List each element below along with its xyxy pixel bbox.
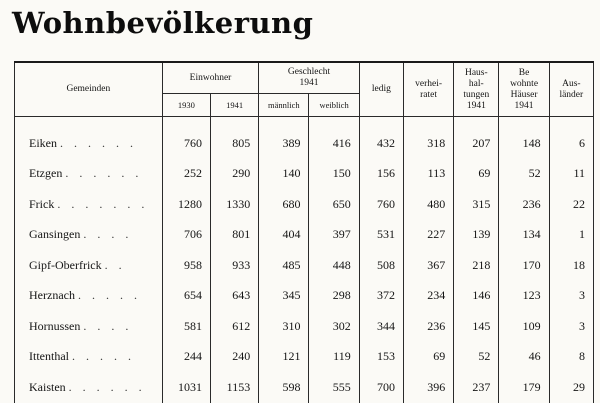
cell-haeuser: 179: [499, 372, 549, 403]
cell-haushaltungen: 146: [454, 281, 499, 312]
cell-auslaender: 22: [549, 189, 593, 220]
header-haeuser-l2: wohnte: [510, 78, 539, 89]
header-haushaltungen-l3: tungen: [463, 89, 490, 100]
cell-ledig: 432: [359, 128, 403, 159]
cell-haushaltungen: 315: [454, 189, 499, 220]
cell-ledig: 531: [359, 220, 403, 251]
cell-einwohner-1930: 760: [162, 128, 210, 159]
cell-maennlich: 485: [259, 250, 309, 281]
cell-einwohner-1930: 581: [162, 311, 210, 342]
cell-haushaltungen: 69: [454, 159, 499, 190]
table-row: [15, 250, 594, 281]
cell-maennlich: 345: [259, 281, 309, 312]
leader-dots: . . . .: [83, 318, 133, 333]
cell-haushaltungen: 139: [454, 220, 499, 251]
cell-verheiratet: 113: [403, 159, 453, 190]
header-haushaltungen-l4: 1941: [466, 100, 486, 111]
cell-verheiratet: 227: [403, 220, 453, 251]
cell-weiblich: 555: [309, 372, 359, 403]
header-verheiratet: [403, 62, 453, 117]
leader-dots: . . . . . .: [60, 135, 137, 150]
cell-haeuser: 236: [499, 189, 549, 220]
header-haushaltungen: [454, 62, 499, 117]
cell-verheiratet: 236: [403, 311, 453, 342]
gemeinde-name: Herznach: [29, 288, 75, 303]
cell-maennlich: 680: [259, 189, 309, 220]
cell-ledig: 344: [359, 311, 403, 342]
cell-verheiratet: 234: [403, 281, 453, 312]
cell-einwohner-1930: 706: [162, 220, 210, 251]
cell-auslaender: 1: [549, 220, 593, 251]
cell-ledig: 372: [359, 281, 403, 312]
table-row: [15, 159, 594, 190]
cell-einwohner-1941: 805: [210, 128, 258, 159]
cell-maennlich: 404: [259, 220, 309, 251]
cell-gemeinde: [15, 311, 163, 342]
gemeinde-name: Eiken: [29, 135, 57, 150]
header-haushaltungen-l1: Haus-: [464, 67, 488, 78]
header-verheiratet-l1: verhei-: [415, 78, 443, 89]
cell-maennlich: 310: [259, 311, 309, 342]
header-haeuser: [499, 62, 549, 117]
leader-dots: . . . . . .: [65, 166, 143, 181]
table-row: [15, 342, 594, 373]
leader-dots: . . . . .: [71, 349, 135, 364]
page-title: Wohnbevölkerung: [12, 6, 314, 40]
cell-einwohner-1930: 252: [162, 159, 210, 190]
cell-verheiratet: 318: [403, 128, 453, 159]
header-geschlecht-label: Geschlecht: [287, 67, 331, 77]
cell-haeuser: 148: [499, 128, 549, 159]
header-weiblich: weiblich: [309, 94, 359, 117]
header-auslaender-l1: Aus-: [562, 78, 581, 89]
cell-auslaender: 6: [549, 128, 593, 159]
cell-ledig: 760: [359, 189, 403, 220]
cell-einwohner-1930: 1280: [162, 189, 210, 220]
cell-haeuser: 109: [499, 311, 549, 342]
cell-maennlich: 121: [259, 342, 309, 373]
cell-auslaender: 3: [549, 311, 593, 342]
header-year-1930: 1930: [162, 94, 210, 117]
table-row: [15, 372, 594, 403]
header-auslaender-l2: länder: [559, 89, 584, 100]
leader-dots: . . . . . . .: [57, 196, 149, 211]
cell-gemeinde: [15, 128, 163, 159]
gemeinde-name: Etzgen: [29, 166, 63, 181]
cell-ledig: 153: [359, 342, 403, 373]
header-ledig: ledig: [359, 62, 403, 117]
cell-maennlich: 140: [259, 159, 309, 190]
table-row: [15, 220, 594, 251]
cell-weiblich: 397: [309, 220, 359, 251]
cell-einwohner-1941: 1153: [210, 372, 258, 403]
header-gemeinden: Gemeinden: [15, 62, 163, 117]
leader-dots: . . . . .: [77, 288, 141, 303]
cell-gemeinde: [15, 189, 163, 220]
header-auslaender: [549, 62, 593, 117]
header-haushaltungen-l2: hal-: [468, 78, 484, 89]
cell-haeuser: 123: [499, 281, 549, 312]
leader-dots: . .: [104, 257, 126, 272]
header-maennlich: männlich: [259, 94, 309, 117]
cell-haeuser: 134: [499, 220, 549, 251]
table-row: [15, 281, 594, 312]
gemeinde-name: Ittenthal: [29, 349, 69, 364]
cell-verheiratet: 480: [403, 189, 453, 220]
cell-einwohner-1941: 290: [210, 159, 258, 190]
gemeinde-name: Gipf-Oberfrick: [29, 257, 102, 272]
cell-weiblich: 150: [309, 159, 359, 190]
gemeinde-name: Kaisten: [29, 379, 66, 394]
gemeinde-name: Frick: [29, 196, 55, 211]
cell-einwohner-1941: 643: [210, 281, 258, 312]
cell-maennlich: 389: [259, 128, 309, 159]
cell-ledig: 156: [359, 159, 403, 190]
cell-weiblich: 650: [309, 189, 359, 220]
header-einwohner: Einwohner: [162, 62, 258, 94]
cell-ledig: 508: [359, 250, 403, 281]
cell-ledig: 700: [359, 372, 403, 403]
table-row: [15, 311, 594, 342]
cell-gemeinde: [15, 281, 163, 312]
cell-gemeinde: [15, 220, 163, 251]
cell-einwohner-1930: 1031: [162, 372, 210, 403]
header-haeuser-l4: 1941: [514, 100, 534, 111]
cell-weiblich: 302: [309, 311, 359, 342]
header-year-1941: 1941: [210, 94, 258, 117]
cell-einwohner-1941: 1330: [210, 189, 258, 220]
cell-auslaender: 8: [549, 342, 593, 373]
cell-haushaltungen: 52: [454, 342, 499, 373]
cell-haushaltungen: 218: [454, 250, 499, 281]
cell-haushaltungen: 145: [454, 311, 499, 342]
cell-haeuser: 170: [499, 250, 549, 281]
cell-auslaender: 11: [549, 159, 593, 190]
cell-verheiratet: 367: [403, 250, 453, 281]
cell-einwohner-1941: 933: [210, 250, 258, 281]
cell-weiblich: 298: [309, 281, 359, 312]
cell-haeuser: 46: [499, 342, 549, 373]
leader-dots: . . . .: [83, 227, 133, 242]
cell-verheiratet: 396: [403, 372, 453, 403]
header-geschlecht-year: 1941: [299, 78, 319, 88]
cell-haushaltungen: 207: [454, 128, 499, 159]
cell-gemeinde: [15, 342, 163, 373]
header-verheiratet-l2: ratet: [420, 89, 438, 100]
cell-gemeinde: [15, 372, 163, 403]
cell-einwohner-1930: 958: [162, 250, 210, 281]
cell-haushaltungen: 237: [454, 372, 499, 403]
cell-einwohner-1930: 244: [162, 342, 210, 373]
cell-einwohner-1941: 240: [210, 342, 258, 373]
gemeinde-name: Gansingen: [29, 227, 81, 242]
cell-verheiratet: 69: [403, 342, 453, 373]
cell-einwohner-1930: 654: [162, 281, 210, 312]
leader-dots: . . . . . .: [68, 379, 146, 394]
cell-haeuser: 52: [499, 159, 549, 190]
table-row: [15, 128, 594, 159]
cell-einwohner-1941: 612: [210, 311, 258, 342]
header-geschlecht: [259, 62, 360, 94]
cell-gemeinde: [15, 250, 163, 281]
population-table: [14, 61, 594, 403]
cell-weiblich: 119: [309, 342, 359, 373]
cell-einwohner-1941: 801: [210, 220, 258, 251]
gemeinde-name: Hornussen: [29, 318, 81, 333]
cell-gemeinde: [15, 159, 163, 190]
header-haeuser-l3: Häuser: [510, 89, 538, 100]
cell-auslaender: 18: [549, 250, 593, 281]
cell-maennlich: 598: [259, 372, 309, 403]
cell-weiblich: 416: [309, 128, 359, 159]
cell-weiblich: 448: [309, 250, 359, 281]
cell-auslaender: 3: [549, 281, 593, 312]
table-row: [15, 189, 594, 220]
cell-auslaender: 29: [549, 372, 593, 403]
header-haeuser-l1: Be: [518, 67, 530, 78]
